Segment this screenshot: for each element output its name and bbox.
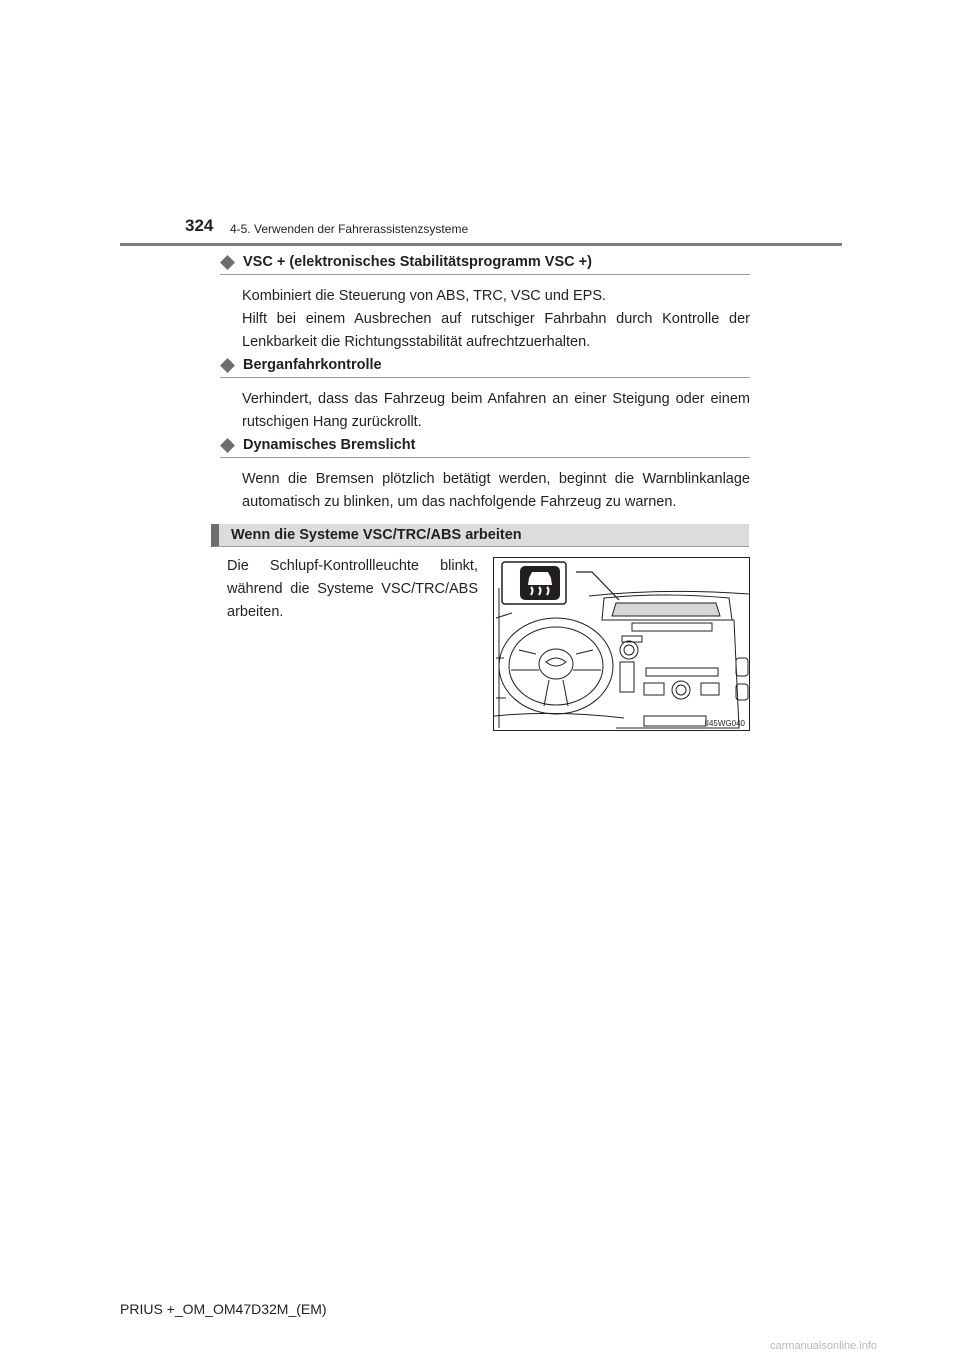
diamond-bullet-icon — [220, 255, 235, 270]
section-title: Berganfahrkontrolle — [243, 357, 382, 373]
diamond-bullet-icon — [220, 438, 235, 453]
section-title: Dynamisches Bremslicht — [243, 437, 416, 453]
body-paragraph: Verhindert, dass das Fahrzeug beim Anfahren an einer Steigung oder einem rutschigen Hang zurückrollt. — [242, 391, 750, 430]
box-text: Die Schlupf-Kontrollleuchte blinkt, während die Systeme VSC/TRC/ABS arbeiten. — [227, 558, 478, 620]
section-bremslicht — [220, 437, 750, 514]
footer-text: PRIUS +_OM_OM47D32M_(EM) — [120, 1301, 327, 1317]
box-heading — [211, 524, 749, 547]
section-berganfahr — [220, 357, 750, 434]
dashboard-illustration — [493, 557, 750, 731]
header-rule — [120, 243, 842, 246]
body-line: Kombiniert die Steuerung von ABS, TRC, VSC und EPS. — [242, 288, 607, 304]
section-title: VSC + (elektronisches Stabilitätsprogramm VSC +) — [243, 254, 592, 270]
dashboard-drawing — [494, 558, 749, 730]
chapter-title: 4-5. Verwenden der Fahrerassistenzsysteme — [230, 222, 469, 236]
box-title: Wenn die Systeme VSC/TRC/ABS arbeiten — [231, 527, 522, 543]
illustration-code: II45WG040 — [704, 719, 745, 728]
section-vsc — [220, 254, 750, 354]
body-paragraph: Wenn die Bremsen plötzlich betätigt werden, beginnt die Warnblinkanlage automatisch zu blinken, um das nachfolgende Fahrzeug zu warnen. — [242, 471, 750, 510]
diamond-bullet-icon — [220, 358, 235, 373]
body-paragraph: Hilft bei einem Ausbrechen auf rutschiger Fahrbahn durch Kontrolle der Lenkbarkeit die Richtungsstabilität aufrechtzuerhalten. — [242, 311, 750, 350]
watermark: carmanualsonline.info — [770, 1340, 878, 1352]
page-number: 324 — [185, 216, 214, 235]
